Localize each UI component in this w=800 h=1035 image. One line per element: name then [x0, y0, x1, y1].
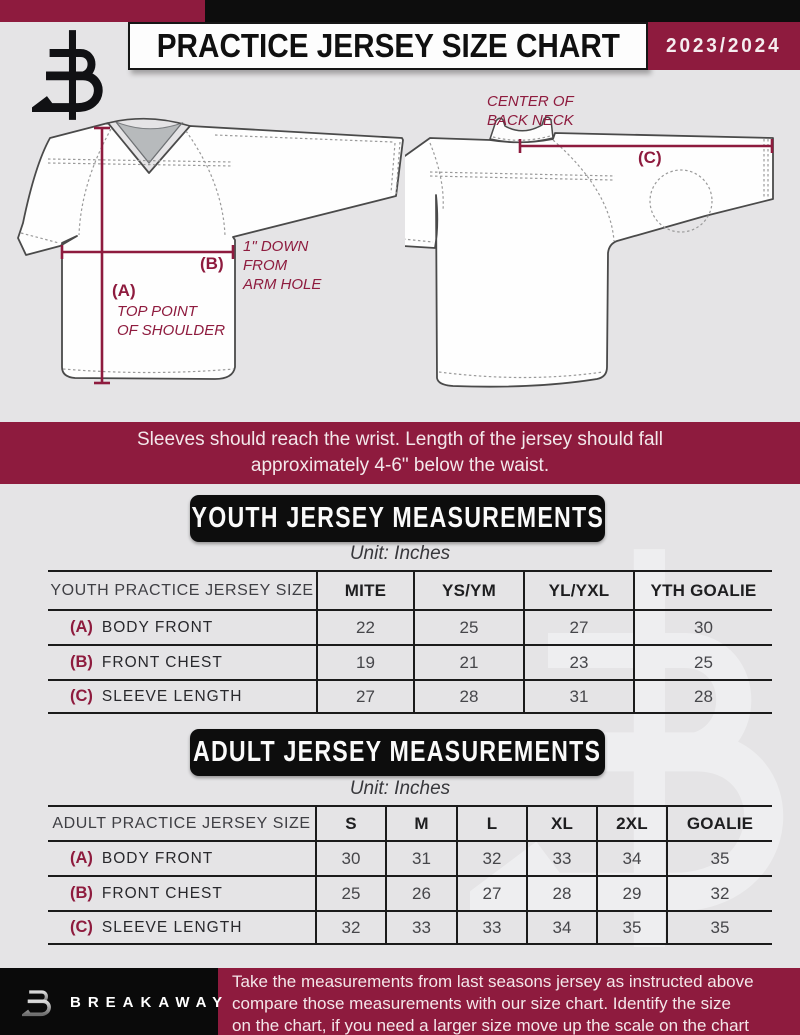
adult-section-heading: ADULT JERSEY MEASUREMENTS: [190, 729, 605, 776]
breakaway-logo-icon: [32, 26, 120, 124]
label-c: (C): [638, 148, 662, 167]
title-panel: [128, 22, 648, 70]
fit-instruction-banner: [0, 422, 800, 484]
page-title: PRACTICE JERSEY SIZE CHART: [156, 27, 620, 64]
footer-logo-icon: [22, 981, 58, 1021]
season-label: 2023/2024: [666, 34, 782, 57]
back-neck-caption: CENTER OF BACK NECK: [487, 93, 574, 129]
back-jersey-diagram: [405, 95, 795, 415]
youth-unit-label: Unit: Inches: [349, 543, 451, 564]
banner-line-2: approximately 4-6" below the waist.: [250, 455, 550, 476]
label-b: (B): [200, 254, 224, 273]
season-badge: [648, 22, 800, 70]
youth-section-heading: YOUTH JERSEY MEASUREMENTS: [190, 495, 605, 542]
armhole-caption: 1" DOWN FROM ARM HOLE: [243, 238, 322, 293]
footer-brand-name: BREAKAWAY: [70, 994, 230, 1011]
footer-note: Take the measurements from last seasons jersey as instructed above compare those measurements with our size chart. Identify the size on the chart, if you need a larger size move up the scale on the chart: [232, 972, 754, 1035]
shoulder-caption: TOP POINT OF SHOULDER: [117, 303, 226, 339]
youth-size-table: YOUTH PRACTICE JERSEY SIZE MITE YS/YM YL/YXL YTH GOALIE (A) BODY FRONT 22 25 27 30 (B) FRONT CHEST 19 21 23 25 (C) SLEEVE LENGTH 27 28 31 28: [48, 570, 772, 714]
label-a: (A): [112, 281, 136, 300]
adult-unit-label: Unit: Inches: [349, 778, 451, 799]
top-black-bar: [205, 0, 800, 22]
adult-size-table: ADULT PRACTICE JERSEY SIZE S M L XL 2XL GOALIE (A) BODY FRONT 30 31 32 33 34 35 (B) FRONT CHEST 25 26 27 28 29 32 (C) SLEEVE LENGTH 32 33 33 34 35 35: [48, 805, 772, 945]
back-jersey-outline: [405, 133, 773, 387]
top-maroon-stripe: [0, 0, 205, 22]
banner-line-1: Sleeves should reach the wrist. Length of the jersey should fall: [137, 429, 663, 450]
